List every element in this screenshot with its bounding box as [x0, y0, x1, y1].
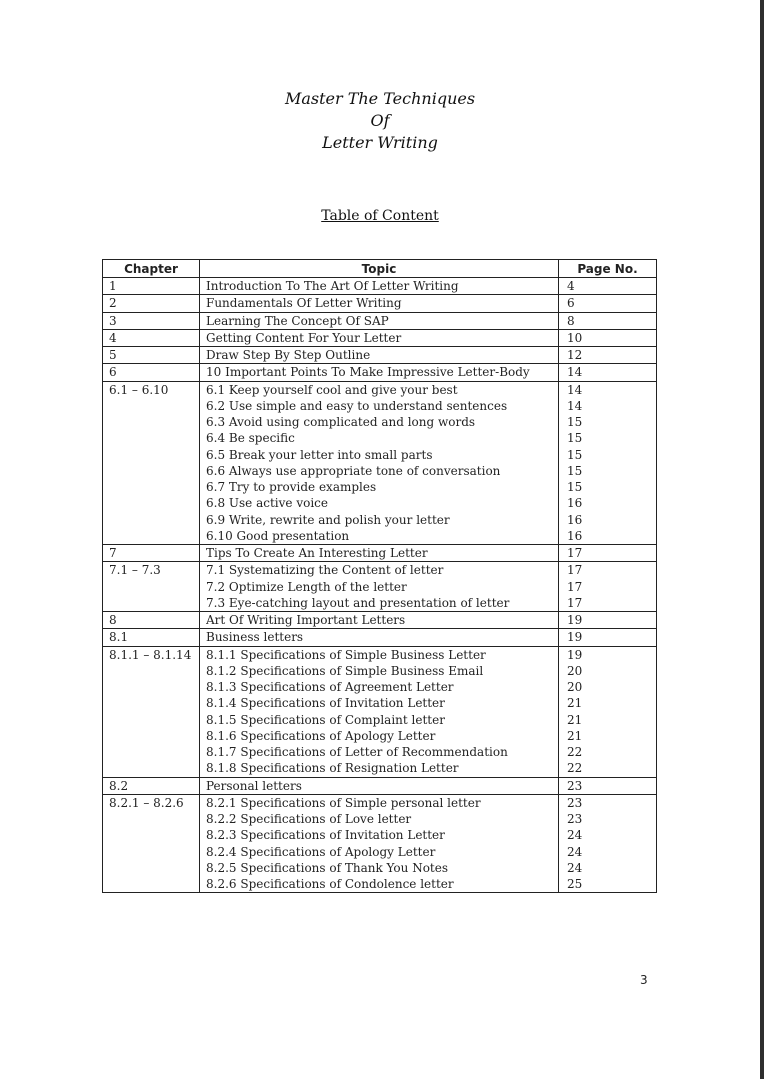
topic-entry: 6.1 Keep yourself cool and give your best [206, 382, 458, 397]
page-cell [559, 646, 657, 777]
topic-entry: 6.8 Use active voice [206, 496, 328, 511]
page-cell [559, 295, 657, 312]
topic-entry: 6.6 Always use appropriate tone of conversation [206, 463, 501, 478]
topic-entry: Learning The Concept Of SAP [206, 313, 389, 328]
page-entry: 20 [567, 680, 583, 694]
chapter-number: 8.1.1 – 8.1.14 [109, 647, 192, 662]
page-entry: 21 [567, 728, 583, 743]
topic-cell [200, 646, 559, 777]
topic-entry: Introduction To The Art Of Letter Writing [206, 279, 459, 293]
page-entry: 14 [567, 382, 583, 397]
topic-cell [200, 629, 559, 646]
toc-table [102, 259, 657, 893]
page-entry: 15 [567, 447, 583, 462]
page-entry: 19 [567, 647, 583, 662]
chapter-cell [103, 295, 200, 312]
topic-entry: 7.2 Optimize Length of the letter [206, 579, 407, 594]
chapter-cell [103, 312, 200, 329]
chapter-number: 6.1 – 6.10 [109, 382, 169, 397]
toc-body [103, 278, 657, 893]
page-cell [559, 629, 657, 646]
topic-entry: 7.3 Eye-catching layout and presentation of letter [206, 595, 510, 610]
topic-entry: 6.5 Break your letter into small parts [206, 447, 433, 462]
chapter-cell [103, 347, 200, 364]
chapter-number: 8.2 [109, 778, 129, 793]
table-row [103, 646, 657, 777]
page-entry: 25 [567, 877, 583, 891]
title-line-3: Letter Writing [322, 133, 438, 152]
chapter-cell [103, 278, 200, 295]
page-entry: 22 [567, 745, 583, 759]
topic-entry: 8.2.5 Specifications of Thank You Notes [206, 860, 449, 875]
page-entry: 12 [567, 348, 583, 362]
topic-entry: 7.1 Systematizing the Content of letter [206, 563, 444, 578]
chapter-number: 3 [109, 313, 117, 328]
chapter-number: 2 [109, 296, 117, 311]
table-row [103, 364, 657, 381]
topic-cell [200, 329, 559, 346]
chapter-number: 8.1 [109, 630, 129, 645]
topic-cell [200, 381, 559, 545]
page-entry: 14 [567, 398, 583, 413]
page-cell [559, 278, 657, 295]
table-row [103, 794, 657, 893]
topic-cell [200, 612, 559, 629]
topic-entry: 6.2 Use simple and easy to understand sentences [206, 398, 508, 413]
page-entry: 17 [567, 546, 583, 560]
page-cell [559, 545, 657, 562]
page-entry: 23 [567, 795, 583, 810]
topic-cell [200, 295, 559, 312]
table-row [103, 777, 657, 794]
table-row [103, 278, 657, 295]
page-entry: 24 [567, 860, 583, 875]
page-cell [559, 794, 657, 893]
topic-entry: 8.1.4 Specifications of Invitation Letter [206, 696, 445, 711]
topic-entry: 8.1.3 Specifications of Agreement Letter [206, 680, 454, 694]
header-topic: Topic [200, 260, 559, 278]
table-row [103, 329, 657, 346]
topic-cell [200, 777, 559, 794]
topic-entry: 8.2.3 Specifications of Invitation Letter [206, 828, 445, 843]
topic-entry: Tips To Create An Interesting Letter [206, 546, 428, 560]
topic-entry: Business letters [206, 630, 304, 645]
chapter-cell [103, 612, 200, 629]
toc-heading: Table of Content [321, 208, 439, 224]
topic-entry: 8.1.8 Specifications of Resignation Letter [206, 761, 459, 776]
page-edge-border [760, 0, 764, 1079]
page-entry: 16 [567, 512, 583, 527]
page-entry: 15 [567, 415, 583, 429]
table-row [103, 629, 657, 646]
topic-cell [200, 347, 559, 364]
page-entry: 15 [567, 463, 583, 478]
topic-entry: Fundamentals Of Letter Writing [206, 296, 402, 311]
table-row [103, 295, 657, 312]
page-entry: 21 [567, 712, 583, 727]
topic-entry: Draw Step By Step Outline [206, 348, 371, 362]
chapter-number: 1 [109, 279, 117, 293]
page-entry: 16 [567, 496, 583, 511]
header-chapter: Chapter [103, 260, 200, 278]
topic-entry: Art Of Writing Important Letters [206, 613, 406, 627]
page-cell [559, 364, 657, 381]
topic-cell [200, 278, 559, 295]
page-entry: 6 [567, 296, 575, 311]
page-cell [559, 562, 657, 612]
topic-entry: 8.2.1 Specifications of Simple personal letter [206, 795, 481, 810]
page-entry: 19 [567, 630, 583, 645]
chapter-cell [103, 364, 200, 381]
page-entry: 23 [567, 778, 583, 793]
page-cell [559, 312, 657, 329]
page-entry: 15 [567, 431, 583, 446]
topic-entry: Personal letters [206, 778, 302, 793]
chapter-cell [103, 629, 200, 646]
page-entry: 20 [567, 663, 583, 678]
toc-header-row [103, 260, 657, 278]
page-entry: 22 [567, 761, 583, 776]
topic-entry: 8.2.4 Specifications of Apology Letter [206, 844, 436, 859]
chapter-number: 8 [109, 613, 117, 627]
topic-entry: 6.9 Write, rewrite and polish your letter [206, 512, 450, 527]
table-row [103, 545, 657, 562]
title-line-2: Of [370, 111, 390, 130]
chapter-number: 8.2.1 – 8.2.6 [109, 795, 184, 810]
topic-cell [200, 794, 559, 893]
header-page: Page No. [559, 260, 657, 278]
chapter-number: 5 [109, 348, 117, 362]
topic-entry: 8.1.2 Specifications of Simple Business Email [206, 663, 484, 678]
page-cell [559, 777, 657, 794]
topic-entry: 8.1.6 Specifications of Apology Letter [206, 728, 436, 743]
topic-entry: 8.1.7 Specifications of Letter of Recommendation [206, 745, 508, 759]
page-cell [559, 381, 657, 545]
title-line-1: Master The Techniques [284, 89, 476, 108]
page-cell [559, 329, 657, 346]
page-entry: 8 [567, 313, 575, 328]
chapter-cell [103, 777, 200, 794]
chapter-cell [103, 381, 200, 545]
topic-entry: 6.7 Try to provide examples [206, 480, 377, 494]
topic-entry: 8.2.6 Specifications of Condolence letter [206, 877, 454, 891]
topic-cell [200, 364, 559, 381]
page-entry: 17 [567, 595, 583, 610]
chapter-cell [103, 794, 200, 893]
topic-cell [200, 562, 559, 612]
topic-entry: 6.3 Avoid using complicated and long words [206, 415, 476, 429]
topic-cell [200, 312, 559, 329]
page-entry: 15 [567, 480, 583, 494]
topic-entry: 10 Important Points To Make Impressive Letter-Body [206, 365, 530, 380]
topic-entry: 6.4 Be specific [206, 431, 295, 446]
page-entry: 4 [567, 279, 575, 293]
chapter-cell [103, 562, 200, 612]
page-entry: 17 [567, 579, 583, 594]
table-row [103, 562, 657, 612]
page-cell [559, 347, 657, 364]
chapter-cell [103, 329, 200, 346]
chapter-number: 7 [109, 546, 117, 560]
table-row [103, 312, 657, 329]
page-entry: 23 [567, 812, 583, 826]
chapter-number: 6 [109, 365, 117, 380]
page-entry: 24 [567, 844, 583, 859]
page-entry: 21 [567, 696, 583, 711]
page-entry: 19 [567, 613, 583, 627]
topic-cell [200, 545, 559, 562]
page-number: 3 [640, 973, 648, 987]
topic-entry: Getting Content For Your Letter [206, 330, 402, 345]
page-entry: 14 [567, 365, 583, 380]
chapter-number: 4 [109, 330, 117, 345]
chapter-number: 7.1 – 7.3 [109, 563, 161, 578]
page-entry: 16 [567, 528, 583, 543]
page-entry: 10 [567, 330, 583, 345]
table-row [103, 381, 657, 545]
topic-entry: 8.1.1 Specifications of Simple Business Letter [206, 647, 486, 662]
document-title [0, 88, 760, 154]
page-entry: 17 [567, 563, 583, 578]
page-entry: 24 [567, 828, 583, 843]
topic-entry: 8.1.5 Specifications of Complaint letter [206, 712, 445, 727]
topic-entry: 8.2.2 Specifications of Love letter [206, 812, 412, 826]
topic-entry: 6.10 Good presentation [206, 528, 350, 543]
table-row [103, 612, 657, 629]
chapter-cell [103, 545, 200, 562]
chapter-cell [103, 646, 200, 777]
page-cell [559, 612, 657, 629]
table-row [103, 347, 657, 364]
